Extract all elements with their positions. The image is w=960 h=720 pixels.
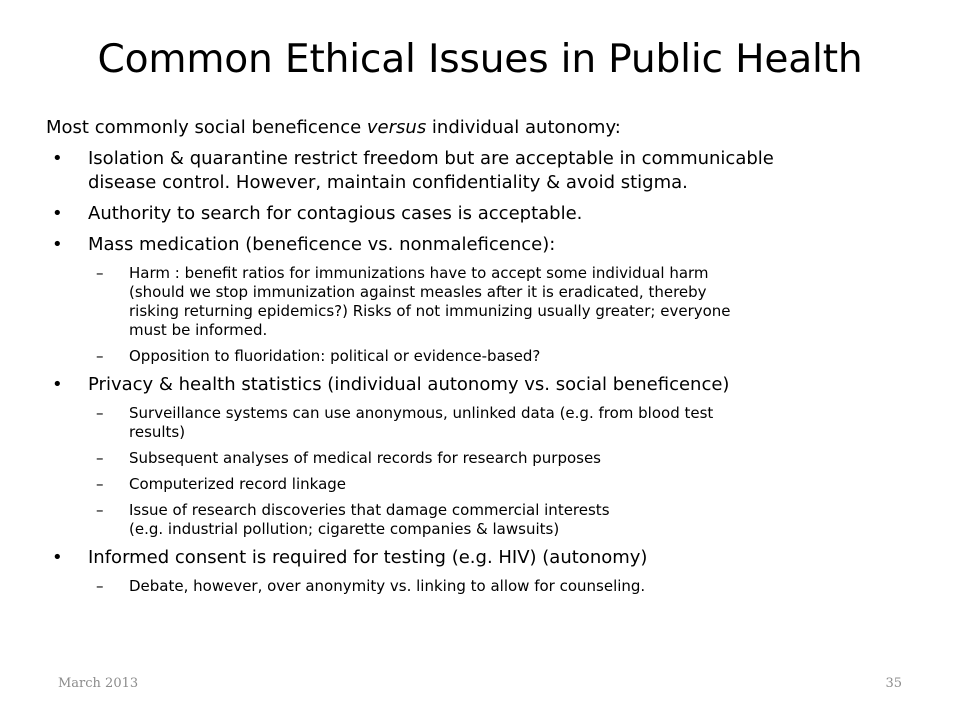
dash-icon: – <box>96 501 104 519</box>
bullet-text-line: Mass medication (beneficence vs. nonmaleficence): <box>88 234 556 255</box>
bullet-item <box>46 233 926 257</box>
intro-before: Most commonly social beneficence <box>46 117 367 138</box>
sub-bullet-text <box>129 577 926 596</box>
bullet-text <box>88 546 926 570</box>
bullet-text <box>88 202 926 226</box>
intro-text <box>46 116 926 140</box>
slide-title: Common Ethical Issues in Public Health <box>97 37 863 82</box>
sub-bullet-text-line: Issue of research discoveries that damage commercial interests <box>129 501 610 519</box>
sub-bullet-text-line: (should we stop immunization against measles after it is eradicated, thereby <box>129 283 707 301</box>
sub-bullet-text-line: Computerized record linkage <box>129 475 347 493</box>
sub-bullet-text-line: results) <box>129 423 186 441</box>
sub-bullet-text <box>129 264 926 340</box>
bullet-item <box>46 147 926 195</box>
bullet-text-line: Privacy & health statistics (individual autonomy vs. social beneficence) <box>88 374 730 395</box>
bullet-dot-icon: • <box>52 547 63 568</box>
sub-bullet-text <box>129 475 926 494</box>
bullet-list <box>46 147 926 596</box>
sub-bullet-item <box>46 501 926 539</box>
sub-bullet-item <box>46 449 926 468</box>
bullet-text-line: Isolation & quarantine restrict freedom but are acceptable in communicable <box>88 148 774 169</box>
dash-icon: – <box>96 577 104 595</box>
sub-bullet-text <box>129 347 926 366</box>
dash-icon: – <box>96 347 104 365</box>
sub-bullet-text <box>129 404 926 442</box>
sub-bullet-text-line: Harm : benefit ratios for immunizations have to accept some individual harm <box>129 264 709 282</box>
sub-bullet-text <box>129 501 926 539</box>
bullet-text-line: Informed consent is required for testing (e.g. HIV) (autonomy) <box>88 547 648 568</box>
dash-icon: – <box>96 404 104 422</box>
bullet-text <box>88 147 926 195</box>
bullet-item <box>46 202 926 226</box>
sub-bullet-text-line: (e.g. industrial pollution; cigarette companies & lawsuits) <box>129 520 560 538</box>
bullet-item <box>46 546 926 570</box>
bullet-dot-icon: • <box>52 374 63 395</box>
sub-bullet-text-line: must be informed. <box>129 321 268 339</box>
dash-icon: – <box>96 475 104 493</box>
bullet-dot-icon: • <box>52 234 63 255</box>
bullet-text-line: disease control. However, maintain confidentiality & avoid stigma. <box>88 172 688 193</box>
bullet-text <box>88 373 926 397</box>
bullet-dot-icon: • <box>52 203 63 224</box>
bullet-dot-icon: • <box>52 148 63 169</box>
intro-after: individual autonomy: <box>426 117 621 138</box>
bullet-text <box>88 233 926 257</box>
sub-bullet-item <box>46 577 926 596</box>
sub-bullet-text-line: Debate, however, over anonymity vs. linking to allow for counseling. <box>129 577 646 595</box>
bullet-text-line: Authority to search for contagious cases is acceptable. <box>88 203 583 224</box>
dash-icon: – <box>96 264 104 282</box>
page-number: 35 <box>885 676 902 691</box>
bullet-item <box>46 373 926 397</box>
sub-bullet-text-line: risking returning epidemics?) Risks of not immunizing usually greater; everyone <box>129 302 731 320</box>
dash-icon: – <box>96 449 104 467</box>
sub-bullet-text-line: Subsequent analyses of medical records for research purposes <box>129 449 602 467</box>
sub-bullet-text-line: Opposition to fluoridation: political or evidence-based? <box>129 347 541 365</box>
sub-bullet-item <box>46 264 926 340</box>
sub-bullet-text <box>129 449 926 468</box>
sub-bullet-text-line: Surveillance systems can use anonymous, unlinked data (e.g. from blood test <box>129 404 714 422</box>
sub-bullet-item <box>46 347 926 366</box>
sub-bullet-item <box>46 404 926 442</box>
slide-body <box>46 116 926 603</box>
sub-bullet-item <box>46 475 926 494</box>
intro-emphasis: versus <box>366 117 427 138</box>
footer-date: March 2013 <box>58 676 139 691</box>
